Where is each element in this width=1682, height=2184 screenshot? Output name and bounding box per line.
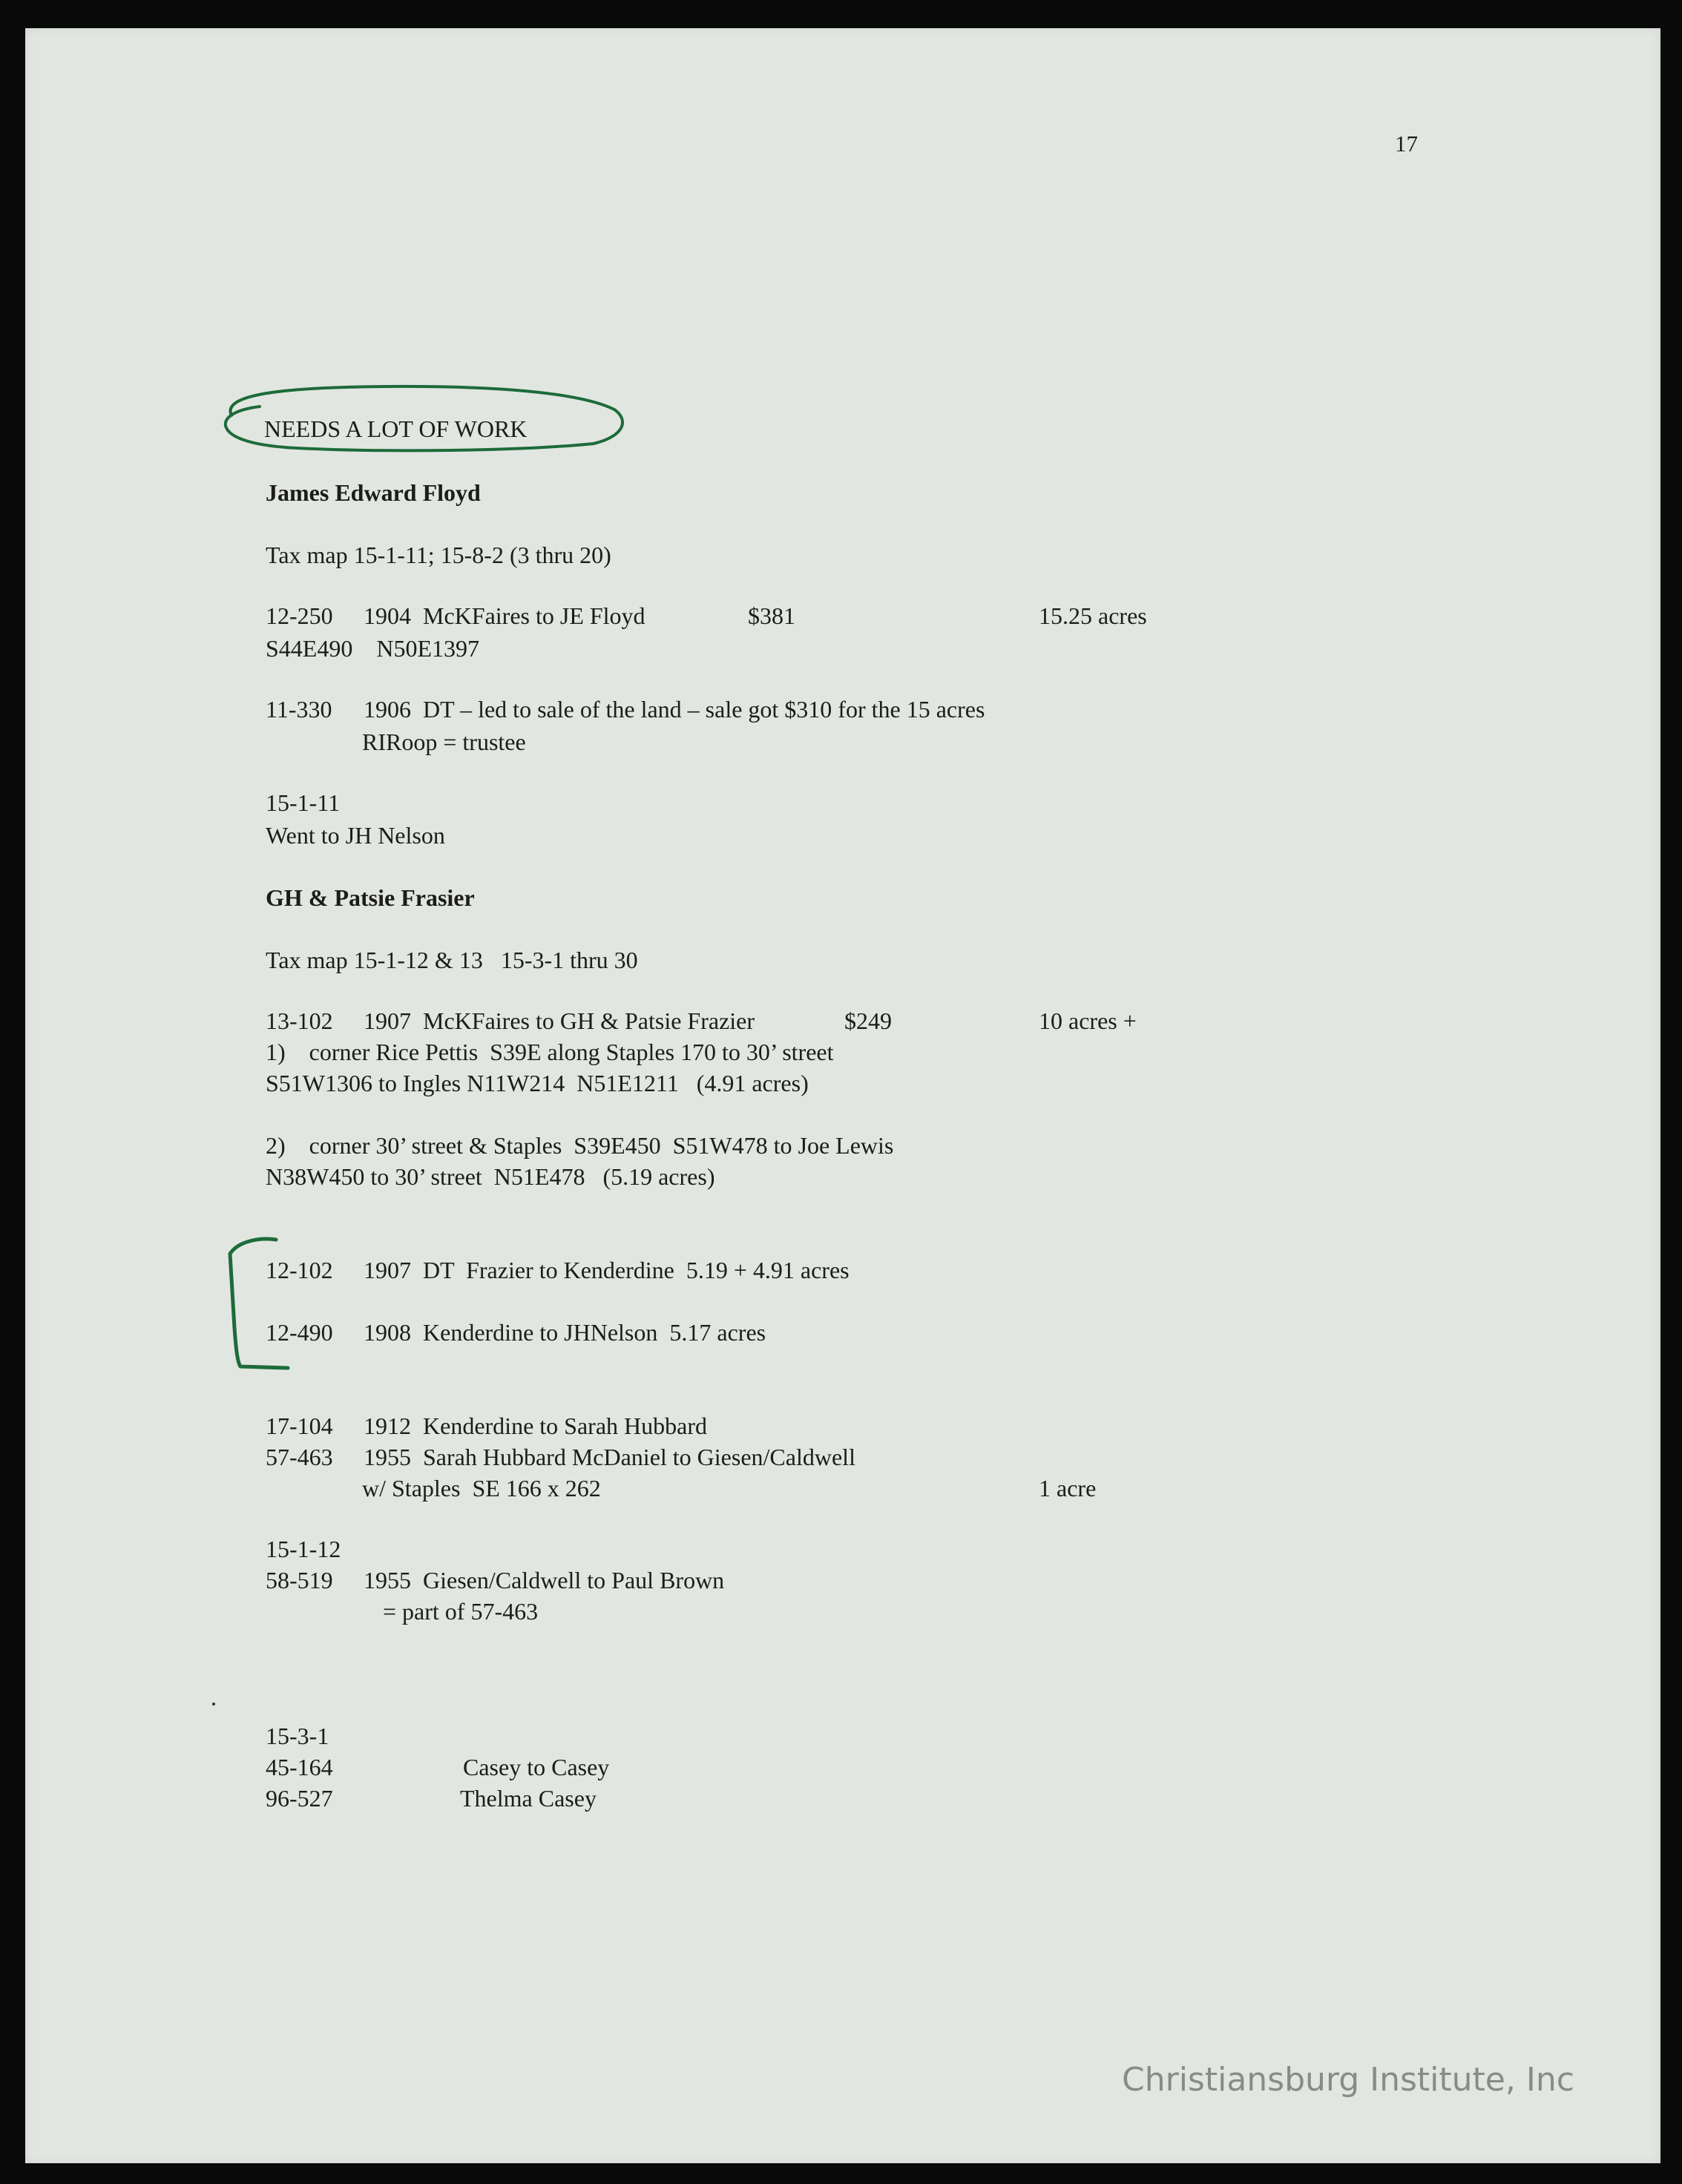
deed-price: $381 xyxy=(748,602,795,629)
deed-text: Thelma Casey xyxy=(460,1785,597,1812)
deed-number: 15-3-1 xyxy=(266,1723,329,1749)
deed-bearings: 1) corner Rice Pettis S39E along Staples 170 to 30’ street xyxy=(266,1039,834,1065)
deed-text: 1907 McKFaires to GH & Patsie Frazier xyxy=(364,1007,755,1034)
deed-number: 11-330 xyxy=(266,696,332,723)
note-needs-work: NEEDS A LOT OF WORK xyxy=(264,415,528,442)
deed-note: RIRoop = trustee xyxy=(362,728,526,755)
deed-text: 1955 Sarah Hubbard McDaniel to Giesen/Caldwell xyxy=(364,1444,855,1470)
section-heading-floyd: James Edward Floyd xyxy=(266,479,481,506)
deed-note: Went to JH Nelson xyxy=(266,822,445,849)
deed-number: 45-164 xyxy=(266,1754,333,1780)
section-heading-frasier: GH & Patsie Frasier xyxy=(266,884,475,911)
deed-bearings: 2) corner 30’ street & Staples S39E450 S51W478 to Joe Lewis xyxy=(266,1132,894,1159)
deed-acres: 10 acres + xyxy=(1039,1007,1137,1034)
deed-acres: 15.25 acres xyxy=(1039,602,1147,629)
taxmap-frasier: Tax map 15-1-12 & 13 15-3-1 thru 30 xyxy=(266,947,638,973)
deed-number: 12-102 xyxy=(266,1257,333,1283)
watermark: Christiansburg Institute, Inc xyxy=(1122,2061,1574,2099)
deed-number: 96-527 xyxy=(266,1785,333,1812)
deed-number: 13-102 xyxy=(266,1007,333,1034)
deed-number: 15-1-11 xyxy=(266,789,341,816)
deed-bearings: N38W450 to 30’ street N51E478 (5.19 acres) xyxy=(266,1163,715,1190)
deed-acres: 1 acre xyxy=(1039,1475,1097,1502)
deed-note: w/ Staples SE 166 x 262 xyxy=(362,1475,601,1502)
deed-number: 12-250 xyxy=(266,602,333,629)
deed-bearings: S44E490 N50E1397 xyxy=(266,635,479,662)
deed-text: 1906 DT – led to sale of the land – sale got $310 for the 15 acres xyxy=(364,696,985,723)
deed-text: 1904 McKFaires to JE Floyd xyxy=(364,602,645,629)
taxmap-floyd: Tax map 15-1-11; 15-8-2 (3 thru 20) xyxy=(266,542,611,568)
deed-number: 17-104 xyxy=(266,1412,333,1439)
deed-number: 58-519 xyxy=(266,1567,333,1593)
deed-number: 57-463 xyxy=(266,1444,333,1470)
page-number: 17 xyxy=(1395,131,1418,157)
deed-number: 12-490 xyxy=(266,1319,333,1346)
deed-price: $249 xyxy=(844,1007,892,1034)
deed-text: 1955 Giesen/Caldwell to Paul Brown xyxy=(364,1567,725,1593)
deed-text: 1912 Kenderdine to Sarah Hubbard xyxy=(364,1412,707,1439)
deed-text: Casey to Casey xyxy=(463,1754,610,1780)
deed-text: 1908 Kenderdine to JHNelson 5.17 acres xyxy=(364,1319,766,1346)
deed-text: 1907 DT Frazier to Kenderdine 5.19 + 4.91 acres xyxy=(364,1257,850,1283)
deed-bearings: S51W1306 to Ingles N11W214 N51E1211 (4.91 acres) xyxy=(266,1070,809,1096)
deed-note: = part of 57-463 xyxy=(383,1598,539,1625)
deed-number: 15-1-12 xyxy=(266,1536,341,1562)
